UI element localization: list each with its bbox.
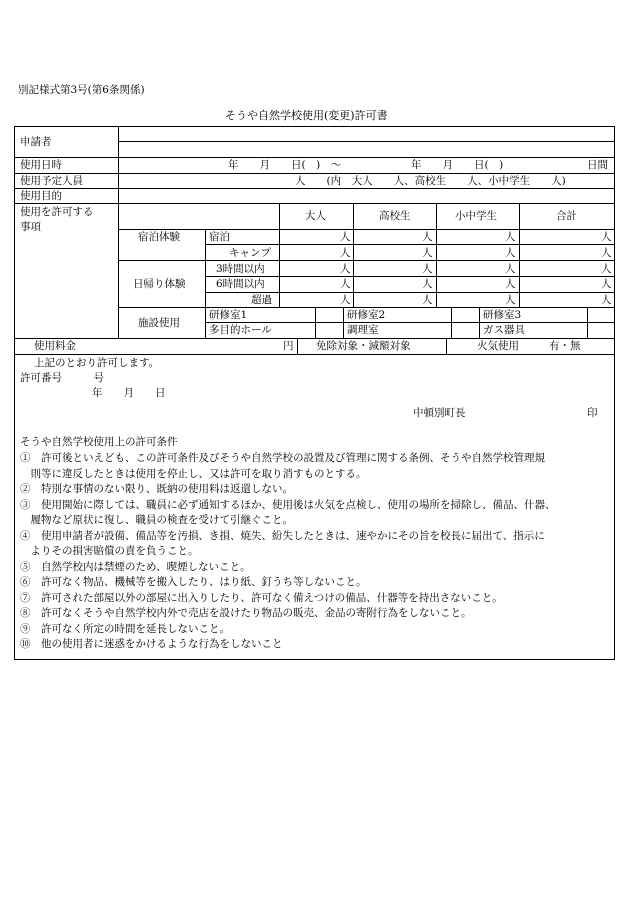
condition-line: ⑧ 許可なくそうや自然学校内外で売店を設けたり物品の販売、金品の寄附行為をしないこと。 xyxy=(20,607,472,619)
facility-hall: 多目的ホール xyxy=(209,324,272,336)
form-number-label: 別記様式第3号(第6条関係) xyxy=(18,84,145,96)
document-title: そうや自然学校使用(変更)許可書 xyxy=(225,109,388,122)
col-adult: 大人 xyxy=(305,210,326,222)
col-junior: 小中学生 xyxy=(455,210,497,222)
unit-cell: 人 xyxy=(340,247,351,259)
permit-date: 年 月 日 xyxy=(92,387,166,399)
people-breakdown: 人 (内 大人 人、高校生 人、小中学生 人) xyxy=(295,175,566,187)
people-label: 使用予定人員 xyxy=(20,175,83,187)
unit-cell: 人 xyxy=(601,278,612,290)
unit-cell: 人 xyxy=(505,231,516,243)
condition-line: 則等に違反したときは使用を停止し、又は許可を取り消すものとする。 xyxy=(20,467,367,480)
unit-cell: 人 xyxy=(422,247,433,259)
condition-line: ⑤ 自然学校内は禁煙のため、喫煙しないこと。 xyxy=(20,560,251,573)
stay-group-label: 宿泊体験 xyxy=(138,231,180,243)
unit-cell: 人 xyxy=(601,263,612,275)
unit-cell: 人 xyxy=(505,294,516,306)
fee-exempt: 免除対象・減額対象 xyxy=(316,340,411,352)
condition-line: ⑩ 他の使用者に迷惑をかけるような行為をしないこと xyxy=(20,638,283,650)
daytrip-item-3h: 3時間以内 xyxy=(216,263,265,275)
unit-cell: 人 xyxy=(505,278,516,290)
date-end: 年 月 日( ) xyxy=(411,159,504,171)
unit-cell: 人 xyxy=(340,294,351,306)
fire-use-label: 火気使用 xyxy=(477,340,519,352)
facility-room1: 研修室1 xyxy=(209,309,248,321)
facility-group-label: 施設使用 xyxy=(138,317,180,329)
fee-unit: 円 xyxy=(283,340,294,352)
unit-cell: 人 xyxy=(422,263,433,275)
unit-cell: 人 xyxy=(601,294,612,306)
condition-line: ④ 使用申請者が設備、備品等を汚損、き損、焼失、紛失したときは、速やかにその旨を校長に届出て、指示に xyxy=(20,529,545,542)
unit-cell: 人 xyxy=(505,247,516,259)
daytrip-group-label: 日帰り体験 xyxy=(133,278,186,290)
permit-number: 許可番号 号 xyxy=(20,372,104,384)
unit-cell: 人 xyxy=(422,294,433,306)
condition-line: よりその損害賠償の責を負うこと。 xyxy=(20,545,199,557)
facility-kitchen: 調理室 xyxy=(347,324,379,336)
date-days: 日間 xyxy=(587,159,608,171)
facility-room3: 研修室3 xyxy=(483,309,522,321)
condition-line: ⑨ 許可なく所定の時間を延長しないこと。 xyxy=(20,622,230,635)
purpose-label: 使用目的 xyxy=(20,190,62,202)
fire-use-options: 有・無 xyxy=(549,340,581,352)
unit-cell: 人 xyxy=(340,278,351,290)
unit-cell: 人 xyxy=(601,231,612,243)
condition-line: ③ 使用開始に際しては、職員に必ず通知するほか、使用後は火気を点検し、使用の場所を掃除し、備品、什器、 xyxy=(20,498,556,511)
applicant-label: 申請者 xyxy=(20,136,52,148)
facility-room2: 研修室2 xyxy=(347,309,386,321)
unit-cell: 人 xyxy=(505,263,516,275)
col-total: 合計 xyxy=(556,210,577,222)
unit-cell: 人 xyxy=(422,278,433,290)
condition-line: ① 許可後といえども、この許可条件及びそうや自然学校の設置及び管理に関する条例、そうや自然学校管理規 xyxy=(20,452,545,464)
mayor-name: 中頓別町長 xyxy=(413,407,466,419)
condition-line: ⑦ 許可された部屋以外の部屋に出入りしたり、許可なく備えつけの備品、什器等を持出さないこと。 xyxy=(20,591,503,604)
permit-statement: 上記のとおり許可します。 xyxy=(34,357,160,369)
seal-mark: 印 xyxy=(587,407,598,419)
facility-gas: ガス器具 xyxy=(483,324,525,336)
date-start: 年 月 日( ) ～ xyxy=(228,159,342,171)
daytrip-item-over: 超過 xyxy=(251,294,272,306)
unit-cell: 人 xyxy=(340,263,351,275)
unit-cell: 人 xyxy=(422,231,433,243)
date-label: 使用日時 xyxy=(20,159,62,171)
stay-item-camp: キャンプ xyxy=(229,247,271,259)
unit-cell: 人 xyxy=(601,247,612,259)
condition-line: ② 特別な事情のない限り、既納の使用料は返還しない。 xyxy=(20,483,293,495)
stay-item-overnight: 宿泊 xyxy=(209,231,230,243)
fee-label: 使用料金 xyxy=(34,340,76,352)
permission-label-line2: 事項 xyxy=(20,221,41,233)
condition-line: 履物など原状に復し、職員の検査を受けて引継ぐこと。 xyxy=(20,514,293,526)
unit-cell: 人 xyxy=(340,231,351,243)
permission-label-line1: 使用を許可する xyxy=(20,206,94,218)
conditions-title: そうや自然学校使用上の許可条件 xyxy=(20,436,178,448)
col-highschool: 高校生 xyxy=(379,210,411,222)
condition-line: ⑥ 許可なく物品、機械等を搬入したり、はり紙、釘うち等しないこと。 xyxy=(20,576,367,588)
daytrip-item-6h: 6時間以内 xyxy=(216,278,265,290)
